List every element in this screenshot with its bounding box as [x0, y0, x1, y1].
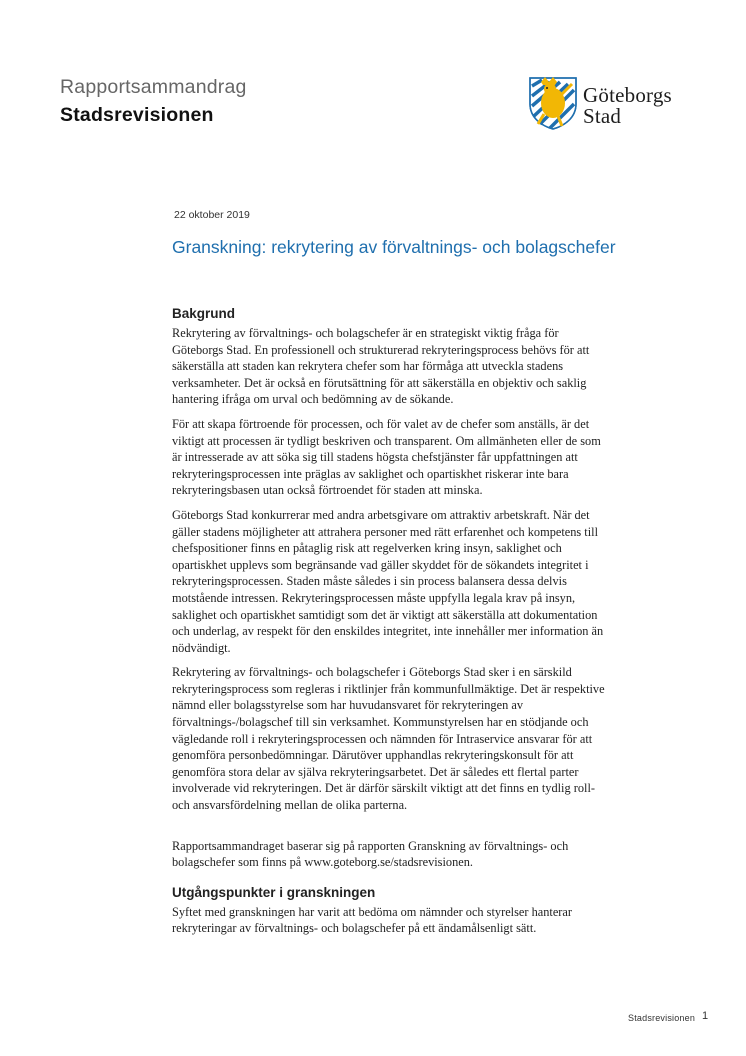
section-spacer	[172, 822, 612, 838]
document-title: Granskning: rekrytering av förvaltnings- och bolagschefer	[172, 237, 616, 257]
report-reference-paragraph: Rapportsammandraget baserar sig på rapporten Granskning av förvaltnings- och bolagschefer som finns på www.goteborg.se/stadsrevisionen.	[172, 838, 569, 870]
body-paragraph: För att skapa förtroende för processen, och för valet av de chefer som anställs, är det viktigt att processen är tydligt beskriven och transparent. Om allmänheten eller de som är intresserade av att söka sig till stadens högsta chefstjänster får uppfattningen att rekryteringsprocessen inte präglas av saklighet och opartiskhet riskerar inte bara rekryteringsbasen utan också förtroendet för staden att minska.	[172, 416, 601, 498]
body-paragraph: Rekrytering av förvaltnings- och bolagschefer i Göteborgs Stad sker i en särskild rekryteringsprocess som regleras i riktlinjer från kommunfullmäktige. Det är respektive nämnd eller bolagsstyrelse som har huvudansvaret för rekryteringen av förvaltnings-/bolagschef till sin verksamhet. Kommunstyrelsen har en stödjande och vägledande roll i rekryteringsprocessen och nämnden för Intraservice ansvarar för att genomföra personbedömningar. Därutöver upphandlas rekryteringskonsult för att genomföra stora delar av själva rekryteringsarbetet. Det är således ett flertal parter involverade vid rekryteringen. Det är därför särskilt viktigt att det finns en tydlig roll- och ansvarsfördelning mellan de olika parterna.	[172, 665, 605, 813]
page-number: 1	[702, 1010, 709, 1022]
section-starting-points	[172, 885, 612, 937]
organization-title: Stadsrevisionen	[60, 104, 214, 126]
goteborg-coat-of-arms-lion-icon	[528, 74, 578, 130]
report-type-label: Rapportsammandrag	[60, 76, 247, 98]
body-paragraph: Syftet med granskningen har varit att bedöma om nämnder och styrelser hanterar rekryteringar av förvaltnings- och bolagschefer på ett ändamålsenligt sätt.	[172, 904, 573, 936]
body-paragraph: Rekrytering av förvaltnings- och bolagschefer är en strategiskt viktig fråga för Göteborgs Stad. En professionell och strukturerad rekryteringsprocess behövs för att säkerställa att staden kan rekrytera chefer som har förmåga att utveckla stadens verksamheter. Det är också en förutsättning för att säkerställa en objektiv och saklig hantering ifråga om urval och bedömning av de sökande.	[172, 326, 590, 407]
body-paragraph: Göteborgs Stad konkurrerar med andra arbetsgivare om attraktiv arbetskraft. När det gäller stadens möjligheter att attrahera personer med rätt erfarenhet och kompetens till chefspositioner finns en påtaglig risk att regelverken kring insyn, saklighet och opartiskhet upplevs som begränsande vad gäller skyddet för de sökandets integritet i rekryteringsprocessen. Staden måste således i sin process balansera dessa delvis motstående intressen. Rekryteringsprocessen måste uppfylla legala krav på insyn, saklighet och opartiskhet samtidigt som det är viktigt att säkerställa att dokumentation och underlag, av respekt för den enskildes integritet, inte innehåller mer information än nödvändigt.	[172, 507, 604, 655]
logo-text-line2: Stad	[583, 104, 622, 128]
goteborgs-stad-logo	[528, 74, 698, 130]
section-heading: Utgångspunkter i granskningen	[172, 884, 376, 900]
document-date: 22 oktober 2019	[174, 209, 250, 221]
footer-label: Stadsrevisionen	[628, 1013, 696, 1023]
section-heading: Bakgrund	[172, 306, 236, 321]
section-background	[172, 306, 612, 814]
section-report-reference	[172, 838, 612, 871]
report-body	[172, 306, 612, 945]
logo-text-line1: Göteborgs	[583, 83, 672, 107]
